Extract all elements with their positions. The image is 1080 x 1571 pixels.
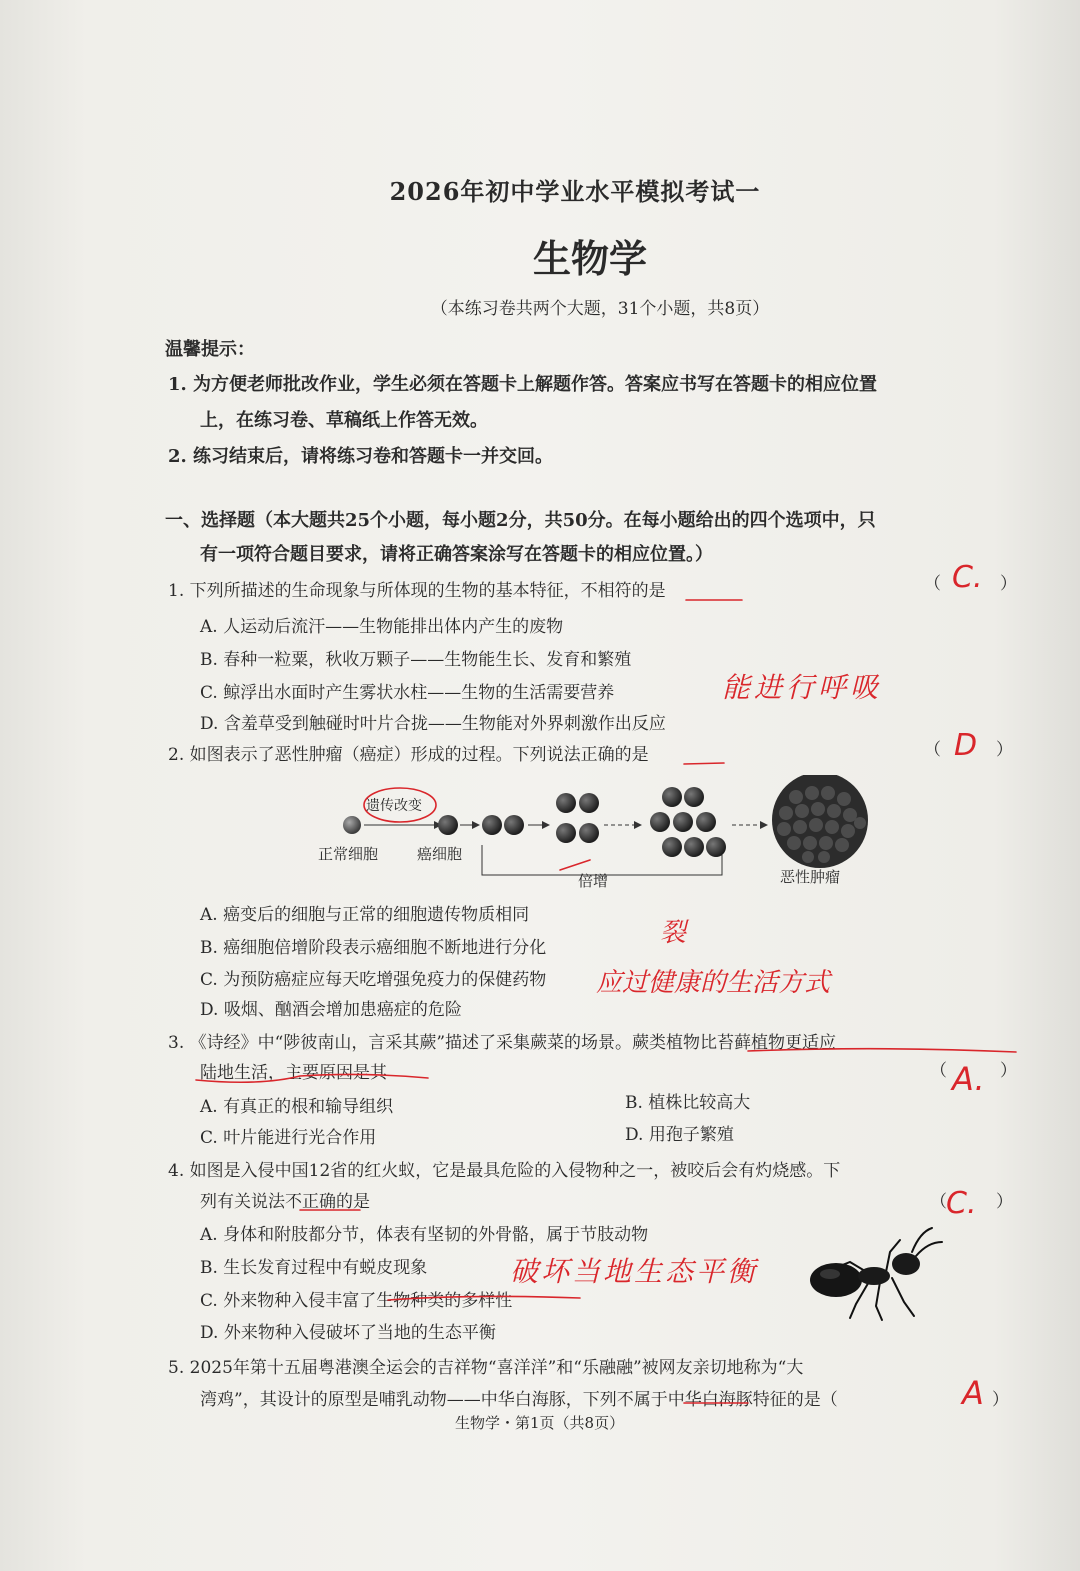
fig-label-proliferation: 倍增	[578, 872, 609, 890]
fig-label-cancer-cell: 癌细胞	[417, 845, 463, 863]
q1-option-a: A. 人运动后流汗——生物能排出体内产生的废物	[200, 617, 564, 637]
q4-bracket-close: ）	[996, 1192, 1013, 1212]
q3-answer: A.	[952, 1060, 985, 1098]
exam-scope: （本练习卷共两个大题，31个小题，共8页）	[430, 299, 770, 319]
q1-option-d: D. 含羞草受到触碰时叶片合拢——生物能对外界刺激作出反应	[200, 714, 666, 734]
q1-handwritten-correction: 能进行呼吸	[722, 671, 883, 704]
q4-option-d: D. 外来物种入侵破坏了当地的生态平衡	[200, 1323, 496, 1343]
q3-option-b: B. 植株比较高大	[625, 1093, 751, 1113]
q4-bracket-open: （	[930, 1192, 947, 1212]
q3-stem-line-2: 陆地生活，主要原因是其	[200, 1063, 387, 1083]
q1-stem: 1. 下列所描述的生命现象与所体现的生物的基本特征，不相符的是	[168, 581, 666, 601]
q2-bracket-close: ）	[996, 740, 1013, 760]
q3-option-c: C. 叶片能进行光合作用	[200, 1128, 377, 1148]
section-1-line-2: 有一项符合题目要求，请将正确答案涂写在答题卡的相应位置。）	[200, 544, 713, 565]
q2-option-a: A. 癌变后的细胞与正常的细胞遗传物质相同	[200, 905, 530, 925]
q2-c-handwritten-correction: 应过健康的生活方式	[596, 968, 831, 998]
q3-option-a: A. 有真正的根和输导组织	[200, 1097, 394, 1117]
q5-answer: A	[962, 1374, 984, 1412]
q3-bracket-close: ）	[1000, 1061, 1017, 1081]
q4-stem-line-2: 列有关说法不正确的是	[200, 1192, 370, 1212]
q4-c-underline	[388, 1296, 580, 1300]
q2-stem: 2. 如图表示了恶性肿瘤（癌症）形成的过程。下列说法正确的是	[168, 745, 649, 765]
q5-stem-line-2: 湾鸡”，其设计的原型是哺乳动物——中华白海豚，下列不属于中华白海豚特征的是（	[200, 1390, 838, 1410]
tip-1-line-2: 上，在练习卷、草稿纸上作答无效。	[200, 410, 488, 431]
q2-option-b: B. 癌细胞倍增阶段表示癌细胞不断地进行分化	[200, 938, 547, 958]
q3-underline-2	[196, 1074, 428, 1082]
q4-stem-line-1: 4. 如图是入侵中国12省的红火蚁，它是最具危险的入侵物种之一，被咬后会有灼烧感。下	[168, 1161, 841, 1181]
q2-strike-mark	[560, 860, 590, 870]
page-footer: 生物学・第1页（共8页）	[455, 1414, 625, 1432]
q2-option-c: C. 为预防癌症应每天吃增强免疫力的保健药物	[200, 970, 547, 990]
q1-option-b: B. 春种一粒粟，秋收万颗子——生物能生长、发育和繁殖	[200, 650, 632, 670]
q4-option-c: C. 外来物种入侵丰富了生物种类的多样性	[200, 1291, 513, 1311]
q4-answer: C.	[946, 1186, 977, 1221]
exam-title: 2026年初中学业水平模拟考试一	[389, 177, 761, 206]
q1-bracket-open: （	[924, 574, 941, 594]
q4-handwritten-correction: 破坏当地生态平衡	[510, 1255, 759, 1288]
tips-heading: 温馨提示：	[165, 339, 255, 360]
q1-bracket-close: ）	[1000, 574, 1017, 594]
q2-underline	[684, 763, 724, 764]
q3-underline-1	[748, 1049, 1016, 1052]
fig-label-normal-cell: 正常细胞	[318, 845, 379, 863]
q3-bracket-open: （	[930, 1061, 947, 1081]
q4-option-b: B. 生长发育过程中有蜕皮现象	[200, 1258, 428, 1278]
tip-1-line-1: 1. 为方便老师批改作业，学生必须在答题卡上解题作答。答案应书写在答题卡的相应位置	[168, 374, 878, 395]
q2-option-d: D. 吸烟、酗酒会增加患癌症的危险	[200, 1000, 462, 1020]
q4-option-a: A. 身体和附肢都分节，体表有坚韧的外骨骼，属于节肢动物	[200, 1225, 649, 1245]
q5-bracket-close: ）	[992, 1390, 1009, 1410]
q1-answer: C.	[952, 560, 983, 595]
q2-bracket-open: （	[924, 740, 941, 760]
q3-option-d: D. 用孢子繁殖	[625, 1125, 734, 1145]
tip-2: 2. 练习结束后，请将练习卷和答题卡一并交回。	[168, 446, 554, 467]
fig-label-tumor: 恶性肿瘤	[780, 868, 841, 886]
q2-b-handwritten-correction: 裂	[660, 918, 687, 948]
q1-option-c: C. 鲸浮出水面时产生雾状水柱——生物的生活需要营养	[200, 683, 615, 703]
q2-answer: D	[954, 728, 978, 763]
q5-stem-line-1: 5. 2025年第十五届粤港澳全运会的吉祥物“喜洋洋”和“乐融融”被网友亲切地称为“大	[168, 1358, 804, 1378]
q3-stem-line-1: 3. 《诗经》中“陟彼南山，言采其蕨”描述了采集蕨菜的场景。蕨类植物比苔藓植物更适应	[168, 1033, 837, 1053]
subject-title: 生物学	[532, 236, 647, 281]
section-1-line-1: 一、选择题（本大题共25个小题，每小题2分，共50分。在每小题给出的四个选项中，只	[165, 510, 876, 531]
fig-label-mutation: 遗传改变	[366, 798, 422, 814]
